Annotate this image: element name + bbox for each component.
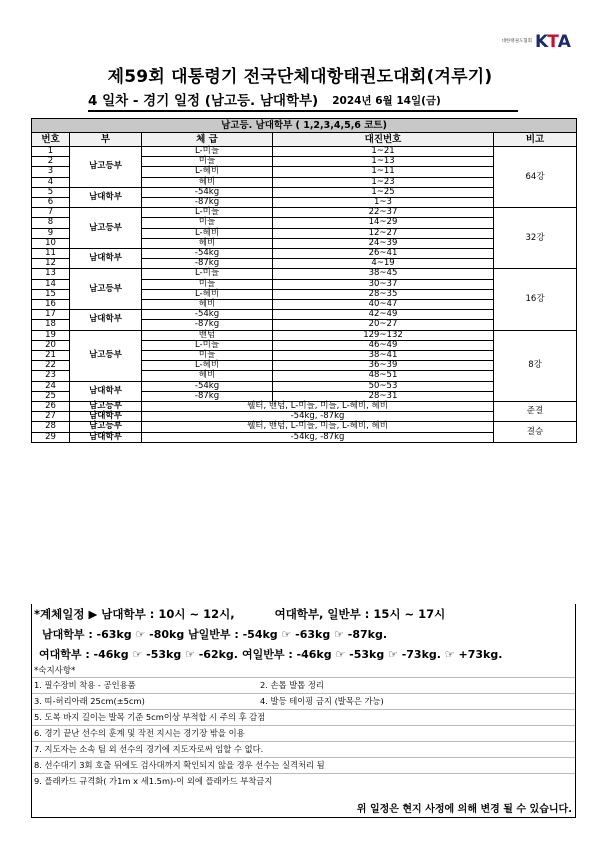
cell-remarks: 8강 (494, 330, 577, 401)
cell-division: 남고등부 (70, 330, 142, 381)
weight-class-line-2b: 여일반부 : -46kg ☞ -53kg ☞ -73kg. ☞ +73kg. (241, 648, 503, 661)
kta-logo (496, 30, 570, 54)
cell-bracket: 129~132 (273, 330, 494, 340)
cell-number: 3 (32, 167, 70, 177)
cell-number: 1 (32, 147, 70, 157)
cell-number: 29 (32, 432, 70, 442)
rule-item (32, 725, 575, 741)
cell-number: 26 (32, 402, 70, 412)
cell-bracket: 20~27 (273, 320, 494, 330)
cell-number: 21 (32, 351, 70, 361)
cell-number: 27 (32, 412, 70, 422)
document-subtitle (88, 89, 518, 112)
rule-text: 6. 경기 끝난 선수의 훈계 및 작전 지시는 경기장 밖을 이용 (34, 728, 245, 738)
cell-bracket: 24~39 (273, 238, 494, 248)
cell-weight: 미들 (142, 218, 273, 228)
cell-weight: L-헤비 (142, 167, 273, 177)
cell-number: 5 (32, 187, 70, 197)
cell-division: 남고등부 (70, 402, 142, 412)
logo-letter-a: A (557, 32, 570, 52)
cell-weight: 헤비 (142, 371, 273, 381)
cell-bracket: 26~41 (273, 249, 494, 259)
cell-weight: L-미들 (142, 269, 273, 279)
cell-number: 10 (32, 238, 70, 248)
cell-weight: 헤비 (142, 238, 273, 248)
weigh-in-time-a: *계체일정 ▶ 남대학부 : 10시 ~ 12시, (34, 607, 235, 621)
cell-division: 남고등부 (70, 147, 142, 188)
rule-item (32, 693, 575, 709)
cell-number: 28 (32, 422, 70, 432)
logo-subtext: 대한태권도협회 (501, 38, 532, 44)
cell-weight: L-미들 (142, 208, 273, 218)
weigh-in-time-b: 여대학부, 일반부 : 15시 ~ 17시 (274, 607, 446, 621)
schedule-table (31, 118, 577, 443)
cell-division: 남대학부 (70, 432, 142, 442)
cell-weights-merged: 웰터, 밴텀, L-미들, 미들, L-헤비, 헤비 (142, 402, 494, 412)
cell-division: 남대학부 (70, 249, 142, 269)
cell-number: 25 (32, 391, 70, 401)
cell-number: 9 (32, 228, 70, 238)
cell-remarks: 32강 (494, 208, 577, 269)
cell-weight: 미들 (142, 351, 273, 361)
cell-division: 남대학부 (70, 381, 142, 401)
col-header-weight: 체 급 (142, 133, 273, 147)
cell-number: 6 (32, 198, 70, 208)
cell-bracket: 42~49 (273, 310, 494, 320)
rule-text: 8. 선수대기 3회 호출 뒤에도 검사대까지 확인되지 않을 경우 선수는 실격처리 됨 (34, 760, 325, 770)
cell-bracket: 1~11 (273, 167, 494, 177)
cell-bracket: 36~39 (273, 361, 494, 371)
cell-bracket: 38~45 (273, 269, 494, 279)
logo-letter-k: K (535, 32, 548, 52)
rule-text: 7. 지도자는 소속 팀 외 선수의 경기에 지도자로써 임할 수 없다. (34, 744, 264, 754)
cell-bracket: 22~37 (273, 208, 494, 218)
cell-weights-merged: -54kg, -87kg (142, 412, 494, 422)
rule-item (32, 773, 575, 789)
cell-number: 24 (32, 381, 70, 391)
cell-remarks: 결승 (494, 422, 577, 442)
cell-number: 17 (32, 310, 70, 320)
weight-class-line-2 (39, 646, 502, 662)
table-row (32, 269, 577, 279)
weight-class-line-2a: 여대학부 : -46kg ☞ -53kg ☞ -62kg. (39, 648, 238, 661)
cell-weight: 헤비 (142, 300, 273, 310)
col-header-remarks: 비고 (494, 133, 577, 147)
table-row (32, 208, 577, 218)
cell-weight: 미들 (142, 279, 273, 289)
cell-number: 23 (32, 371, 70, 381)
rule-item (32, 709, 575, 725)
logo-letter-t: T (547, 32, 558, 52)
cell-bracket: 1~21 (273, 147, 494, 157)
cell-bracket: 40~47 (273, 300, 494, 310)
cell-number: 8 (32, 218, 70, 228)
cell-division: 남고등부 (70, 422, 142, 432)
cell-number: 13 (32, 269, 70, 279)
cell-weight: -87kg (142, 259, 273, 269)
weigh-in-schedule (34, 606, 445, 622)
rules-list (32, 677, 575, 789)
cell-number: 7 (32, 208, 70, 218)
cell-remarks: 64강 (494, 147, 577, 208)
cell-division: 남대학부 (70, 310, 142, 330)
cell-weight: 헤비 (142, 177, 273, 187)
cell-bracket: 38~41 (273, 351, 494, 361)
cell-bracket: 4~19 (273, 259, 494, 269)
cell-bracket: 12~27 (273, 228, 494, 238)
subtitle-date: 2024년 6월 14일(금) (332, 95, 441, 107)
rule-text: 1. 필수장비 착용 - 공인용품 (34, 680, 136, 690)
cell-division: 남대학부 (70, 187, 142, 207)
cell-division: 남대학부 (70, 412, 142, 422)
cell-remarks: 준결 (494, 402, 577, 422)
cell-weight: L-헤비 (142, 228, 273, 238)
cell-weight: -54kg (142, 187, 273, 197)
table-row (32, 330, 577, 340)
cell-division: 남고등부 (70, 208, 142, 249)
rule-text: 4. 발등 테이핑 금지 (발목은 가능) (260, 696, 384, 706)
cell-bracket: 28~35 (273, 289, 494, 299)
cell-number: 18 (32, 320, 70, 330)
rules-heading: *숙지사항* (34, 666, 76, 676)
cell-weight: 미들 (142, 157, 273, 167)
cell-weights-merged: -54kg, -87kg (142, 432, 494, 442)
cell-weight: -87kg (142, 391, 273, 401)
cell-number: 22 (32, 361, 70, 371)
cell-number: 4 (32, 177, 70, 187)
rule-text: 3. 띠-허리아래 25cm(±5cm) (34, 696, 145, 706)
cell-bracket: 1~23 (273, 177, 494, 187)
cell-weights-merged: 웰터, 밴텀, L-미들, 미들, L-헤비, 헤비 (142, 422, 494, 432)
cell-bracket: 1~3 (273, 198, 494, 208)
footer-notice: 위 일정은 현지 사정에 의해 변경 될 수 있습니다. (356, 804, 572, 815)
rule-text: 2. 손톱 발톱 정리 (260, 680, 324, 690)
cell-bracket: 28~31 (273, 391, 494, 401)
cell-weight: L-헤비 (142, 361, 273, 371)
notes-box (31, 604, 576, 818)
cell-number: 11 (32, 249, 70, 259)
cell-number: 14 (32, 279, 70, 289)
cell-weight: -54kg (142, 249, 273, 259)
document-title: 제59회 대통령기 전국단체대항태권도대회(겨루기) (107, 67, 493, 87)
cell-bracket: 1~25 (273, 187, 494, 197)
subtitle-main: 4 일차 - 경기 일정 (남고등. 남대학부) (88, 93, 319, 109)
rule-item (32, 757, 575, 773)
cell-division: 남고등부 (70, 269, 142, 310)
table-row (32, 147, 577, 157)
cell-bracket: 48~51 (273, 371, 494, 381)
col-header-division: 부 (70, 133, 142, 147)
table-caption: 남고등. 남대학부 ( 1,2,3,4,5,6 코트) (32, 119, 577, 133)
cell-bracket: 14~29 (273, 218, 494, 228)
cell-bracket: 1~13 (273, 157, 494, 167)
col-header-bracket: 대진번호 (273, 133, 494, 147)
rule-text: 9. 플래카드 규격화( 가1m x 세1.5m)-이 외에 플래카드 부착금지 (34, 776, 273, 786)
cell-number: 19 (32, 330, 70, 340)
cell-number: 2 (32, 157, 70, 167)
rule-item (32, 741, 575, 757)
cell-weight: L-헤비 (142, 289, 273, 299)
cell-number: 20 (32, 340, 70, 350)
rule-item (32, 677, 575, 693)
cell-bracket: 46~49 (273, 340, 494, 350)
cell-weight: -87kg (142, 198, 273, 208)
cell-bracket: 30~37 (273, 279, 494, 289)
cell-number: 16 (32, 300, 70, 310)
logo-mark (535, 32, 570, 52)
cell-weight: -87kg (142, 320, 273, 330)
cell-weight: -54kg (142, 381, 273, 391)
table-row (32, 422, 577, 432)
cell-bracket: 50~53 (273, 381, 494, 391)
cell-number: 15 (32, 289, 70, 299)
cell-weight: 밴텀 (142, 330, 273, 340)
rule-text: 5. 도복 바지 길이는 발목 기준 5cm이상 부적합 시 주의 후 감점 (34, 712, 266, 722)
cell-weight: -54kg (142, 310, 273, 320)
cell-remarks: 16강 (494, 269, 577, 330)
weight-class-line-1: 남대학부 : -63kg ☞ -80kg 남일반부 : -54kg ☞ -63kg ☞ -87kg. (42, 628, 388, 641)
cell-number: 12 (32, 259, 70, 269)
col-header-number: 번호 (32, 133, 70, 147)
cell-weight: L-미들 (142, 340, 273, 350)
cell-weight: L-미들 (142, 147, 273, 157)
